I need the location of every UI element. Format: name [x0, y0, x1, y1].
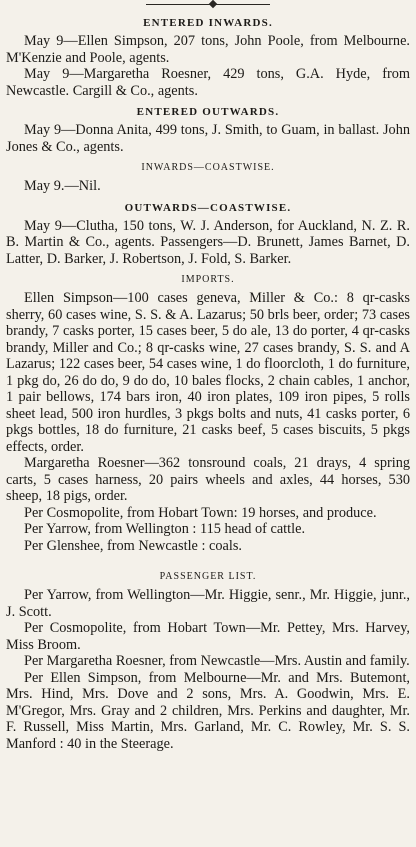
import-entry: Per Cosmopolite, from Hobart Town: 19 horses, and produce.: [24, 504, 377, 521]
section-heading-imports: IMPORTS.: [181, 274, 235, 285]
shipping-entry: May 9—Clutha, 150 tons, W. J. Anderson, for Auckland, N. Z. R. B. Martin & Co., agents. Passengers—D. Brunett, James Barnet, D. Latter, D. Barker, J. Robertson, J. Fold, S. Barker.: [6, 217, 410, 267]
import-entry: Per Yarrow, from Wellington : 115 head of cattle.: [24, 521, 306, 537]
passenger-entry: Per Yarrow, from Wellington—Mr. Higgie, senr., Mr. Higgie, junr., J. Scott.: [6, 587, 410, 620]
section-heading-outwards-coastwise: OUTWARDS—COASTWISE.: [124, 201, 292, 214]
shipping-entry: May 9—Margaretha Roesner, 429 tons, G.A. Hyde, from Newcastle. Cargill & Co., agents.: [6, 66, 410, 99]
section-heading-inwards-coastwise: INWARDS—COASTWISE.: [141, 162, 275, 173]
section-heading-entered-inwards: ENTERED INWARDS.: [143, 17, 273, 29]
section-heading-passenger-list: PASSENGER LIST.: [159, 571, 257, 582]
shipping-entry: May 9.—Nil.: [24, 178, 101, 194]
spacer: [6, 554, 410, 564]
import-entry: Per Glenshee, from Newcastle : coals.: [24, 537, 242, 554]
passenger-entry: Per Ellen Simpson, from Melbourne—Mr. and Mrs. Butemont, Mrs. Hind, Mrs. Dove and 2 sons, Mrs. A. Goodwin, Mrs. E. M'Gregor, Mrs. Gray and 2 children, Mrs. Perkins and daughter, Mr. F. Russell, Miss Martin, Mrs. Garland, Mr. C. Rowley, Mr. S. S. Manford : 40 in the Steerage.: [6, 669, 410, 752]
import-entry: Ellen Simpson—100 cases geneva, Miller & Co.: 8 qr-casks sherry, 60 cases wine, S. S. & A. Lazarus; 50 brls beer, order; 73 cases brandy, 7 casks porter, 15 cases beer, 5 do ale, 13 do porter, 4 qr-casks brandy, Miller and Co.; 8 qr-casks wine, 27 cases brandy, S. S. and A Lazarus; 122 cases beer, 54 cases wine, 1 do floorcloth, 1 do furniture, 1 pkg do, 26 do do, 9 do do, 10 bales flocks, 2 chain cables, 1 anchor, 1 pair bellows, 174 bars iron, 40 iron plates, 109 iron pipes, 5 rolls sheet lead, 500 iron hurdles, 3 pkgs bolts and nuts, 41 casks porter, 6 pkgs bottles, 18 do furniture, 21 casks beef, 5 cases biscuits, 5 pkgs effects, order.: [6, 290, 410, 455]
passenger-entry: Per Margaretha Roesner, from Newcastle—Mrs. Austin and family.: [24, 653, 410, 669]
shipping-entry: May 9—Ellen Simpson, 207 tons, John Poole, from Melbourne. M'Kenzie and Poole, agents.: [6, 33, 410, 66]
passenger-entry: Per Cosmopolite, from Hobart Town—Mr. Pettey, Mrs. Harvey, Miss Broom.: [6, 620, 410, 653]
shipping-entry: May 9—Donna Anita, 499 tons, J. Smith, to Guam, in ballast. John Jones & Co., agents.: [6, 122, 410, 155]
section-heading-entered-outwards: ENTERED OUTWARDS.: [136, 106, 280, 118]
top-ornament-rule: [6, 0, 410, 10]
import-entry: Margaretha Roesner—362 tonsround coals, 21 drays, 4 spring carts, 5 cases harness, 20 pairs wheels and axles, 44 horses, 530 sheep, 18 pigs, order.: [6, 455, 410, 504]
